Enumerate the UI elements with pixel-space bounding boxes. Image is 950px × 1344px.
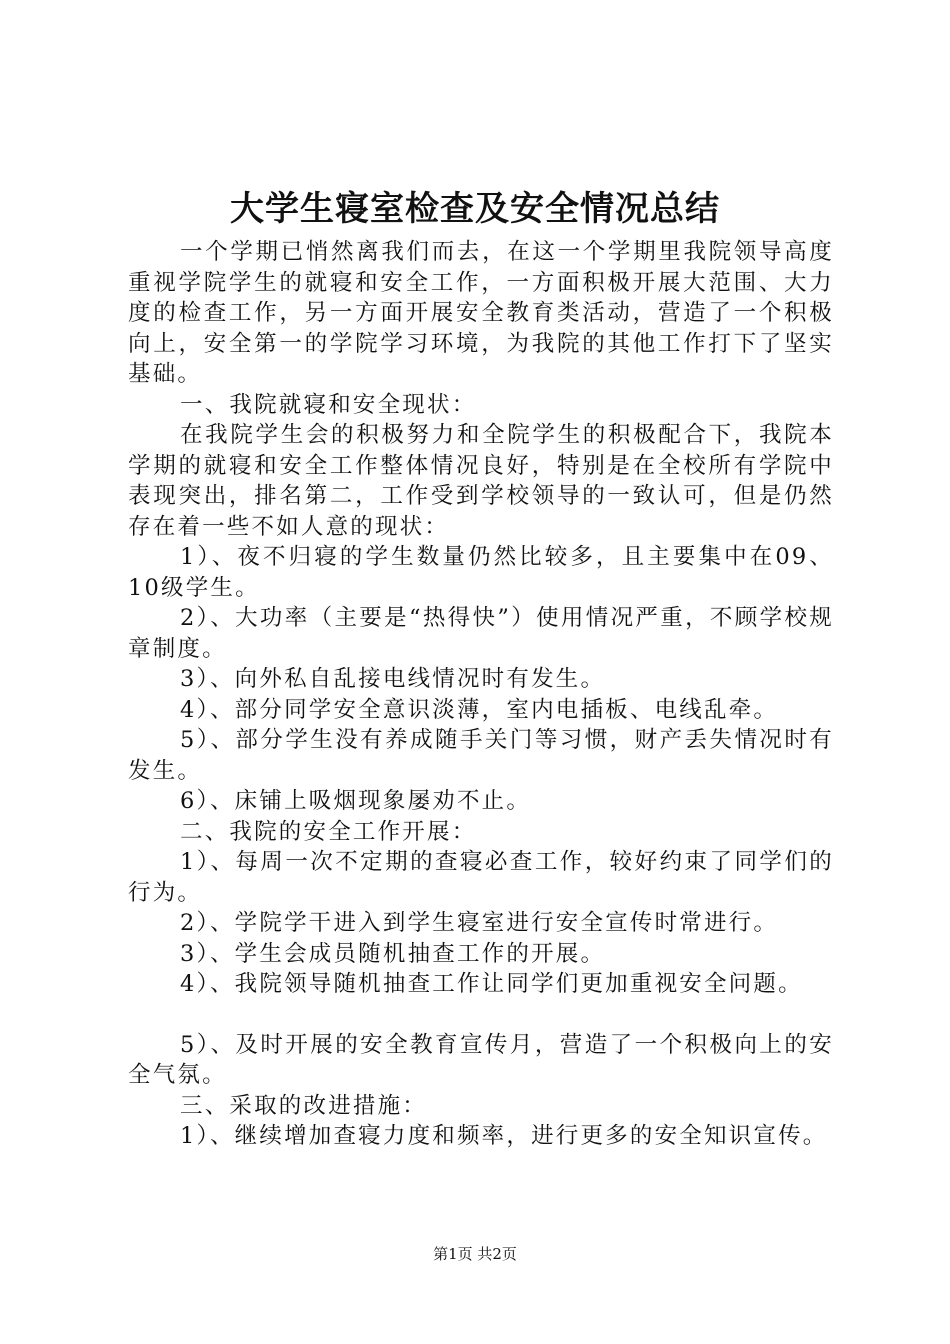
section-heading-3: 三、采取的改进措施： bbox=[180, 1092, 428, 1119]
paragraph-intro: 一个学期已悄然离我们而去，在这一个学期里我院领导高度重视学院学生的就寝和安全工作，一方面积极开展大范围、大力度的检查工作，另一方面开展安全教育类活动，营造了一个积极向上，安全第一的学院学习环境，为我院的其他工作打下了坚实基础。 bbox=[128, 239, 834, 387]
list-item: 5）、部分学生没有养成随手关门等习惯，财产丢失情况时有发生。 bbox=[128, 727, 834, 784]
list-item: 1）、每周一次不定期的查寝必查工作，较好约束了同学们的行为。 bbox=[128, 849, 834, 906]
list-item: 2）、学院学干进入到学生寝室进行安全宣传时常进行。 bbox=[180, 910, 779, 936]
list-item: 1）、继续增加查寝力度和频率，进行更多的安全知识宣传。 bbox=[180, 1123, 828, 1149]
list-item: 3）、向外私自乱接电线情况时有发生。 bbox=[180, 666, 606, 692]
list-item: 2）、大功率（主要是“热得快”）使用情况严重，不顾学校规章制度。 bbox=[128, 605, 834, 662]
list-item: 4）、部分同学安全意识淡薄，室内电插板、电线乱牵。 bbox=[180, 696, 779, 723]
list-item: 1）、夜不归寝的学生数量仍然比较多，且主要集中在09、10级学生。 bbox=[128, 544, 834, 601]
page-footer: 第1页 共2页 bbox=[433, 1245, 517, 1263]
list-item: 5）、及时开展的安全教育宣传月，营造了一个积极向上的安全气氛。 bbox=[128, 1031, 834, 1088]
document-body bbox=[128, 237, 834, 1152]
section-heading-2: 二、我院的安全工作开展： bbox=[180, 818, 477, 845]
list-item: 3）、学生会成员随机抽查工作的开展。 bbox=[180, 940, 606, 967]
list-item: 6）、床铺上吸烟现象屡劝不止。 bbox=[180, 788, 532, 814]
list-item: 4）、我院领导随机抽查工作让同学们更加重视安全问题。 bbox=[180, 971, 803, 997]
document-title: 大学生寝室检查及安全情况总结 bbox=[230, 189, 720, 229]
section-heading-1: 一、我院就寝和安全现状： bbox=[180, 391, 477, 418]
paragraph-status: 在我院学生会的积极努力和全院学生的积极配合下，我院本学期的就寝和安全工作整体情况良好，特别是在全校所有学院中表现突出，排名第二，工作受到学校领导的一致认可，但是仍然存在着一些不如人意的现状： bbox=[128, 422, 834, 540]
